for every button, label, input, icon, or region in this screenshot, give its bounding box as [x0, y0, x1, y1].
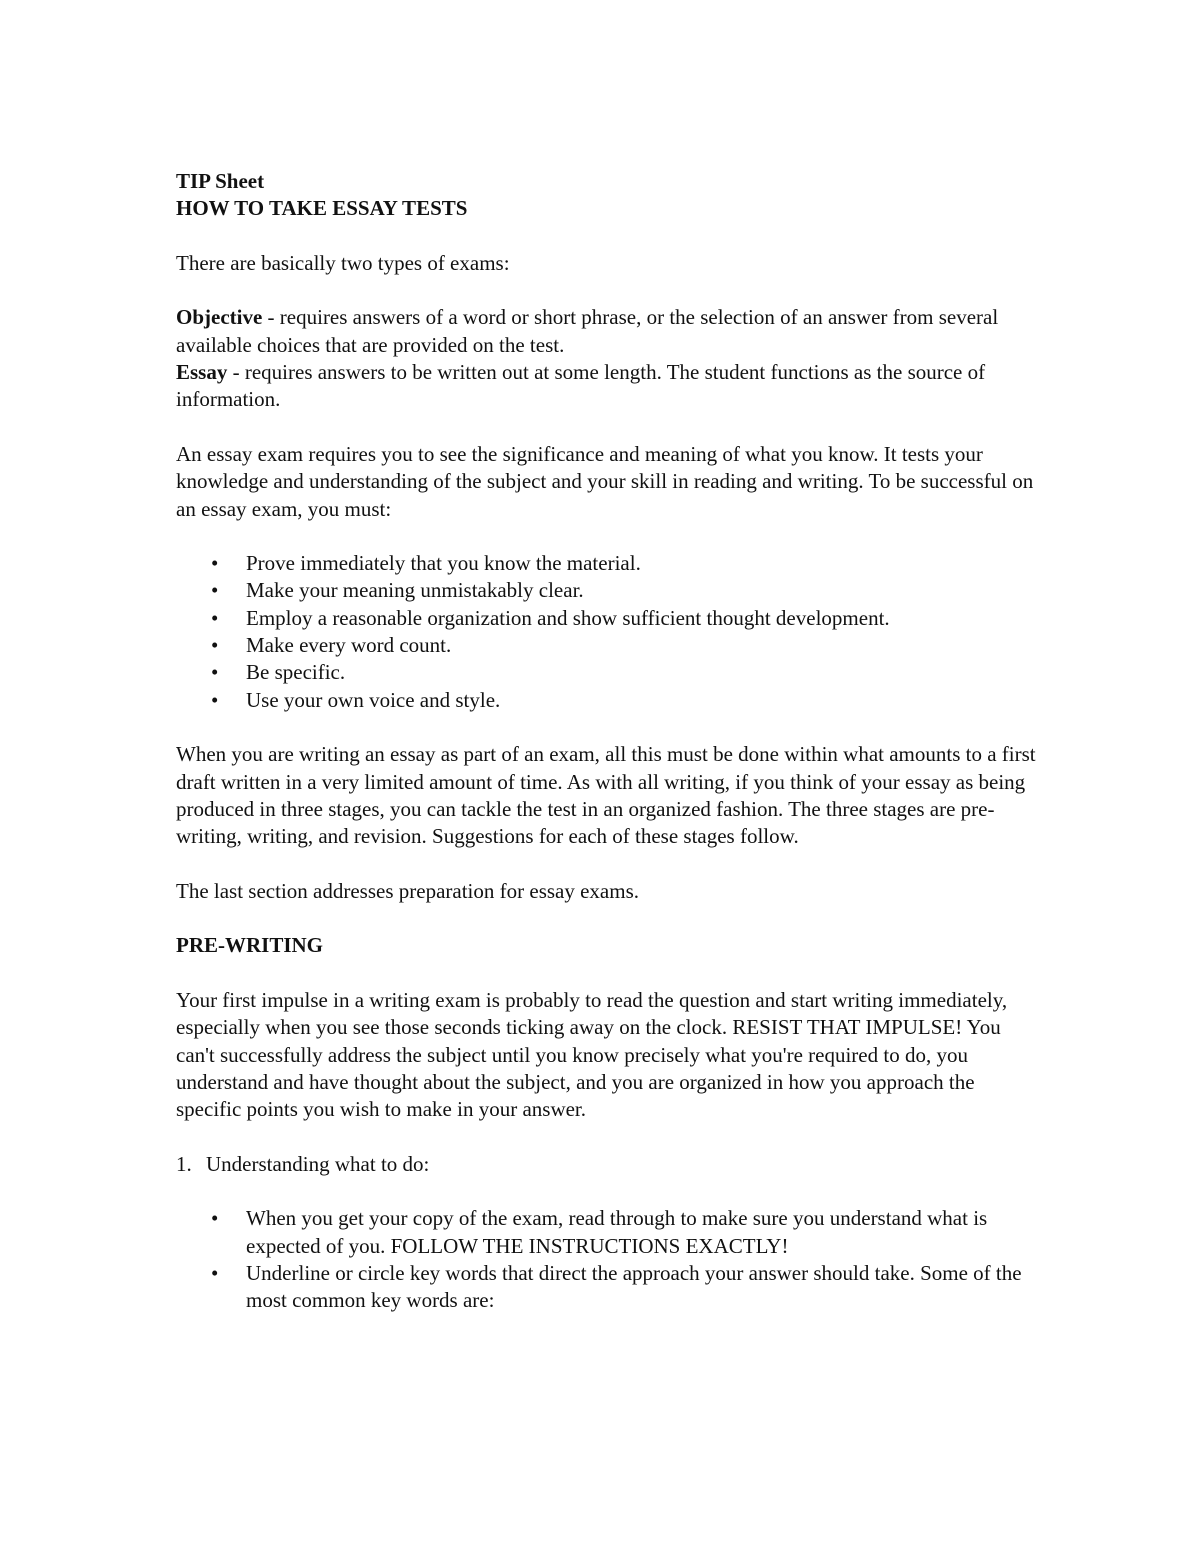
- bullet-icon: •: [211, 687, 219, 712]
- list-item: • Make every word count.: [176, 632, 1036, 659]
- prewriting-heading: PRE-WRITING: [176, 933, 324, 958]
- bullet-icon: •: [211, 660, 219, 685]
- writing-stages-paragraph: When you are writing an essay as part of an exam, all this must be done within what amounts to a first draft written in a very limited amount of time. As with all writing, if you think of your essay as being produced in three stages, you can tackle the test in an organized fashion. The three stages are pre-writing, writing, and revision. Suggestions for each of these stages follow.: [176, 742, 1036, 849]
- prewriting-paragraph: Your first impulse in a writing exam is probably to read the question and start writing immediately, especially when you see those seconds ticking away on the clock. RESIST THAT IMPULSE! You can't successfully address the subject until you know precisely what you're required to do, you understand and have thought about the subject, and you are organized in how you approach the specific points you wish to make in your answer.: [176, 987, 1008, 1122]
- bullet-icon: •: [211, 551, 219, 576]
- step-number: 1.: [176, 1151, 192, 1176]
- intro-paragraph: There are basically two types of exams:: [176, 250, 510, 275]
- list-item: • Prove immediately that you know the material.: [176, 550, 1036, 577]
- document-label: TIP Sheet: [176, 169, 265, 193]
- objective-definition: [176, 304, 1036, 359]
- essay-term: Essay: [176, 360, 228, 385]
- last-section-note: The last section addresses preparation for essay exams.: [176, 878, 640, 903]
- step-label: Understanding what to do:: [206, 1151, 430, 1176]
- numbered-step: [176, 1151, 1036, 1178]
- bullet-icon: •: [211, 1260, 219, 1285]
- list-item: • When you get your copy of the exam, read through to make sure you understand what is expected of you. FOLLOW THE INSTRUCTIONS EXACTLY!: [211, 1206, 988, 1258]
- objective-description: - requires answers of a word or short phrase, or the selection of an answer from several available choices that are provided on the test.: [176, 305, 999, 357]
- list-item: • Employ a reasonable organization and show sufficient thought development.: [176, 605, 1036, 632]
- objective-term: Objective: [176, 305, 263, 330]
- essay-exam-paragraph: An essay exam requires you to see the significance and meaning of what you know. It tests your knowledge and understanding of the subject and your skill in reading and writing. To be successful on an essay exam, you must:: [176, 441, 1034, 521]
- essay-definition: [176, 359, 1036, 414]
- list-item: • Use your own voice and style.: [176, 687, 1036, 714]
- document-title: HOW TO TAKE ESSAY TESTS: [176, 196, 468, 221]
- bullet-icon: •: [211, 605, 219, 630]
- list-item: • Underline or circle key words that direct the approach your answer should take. Some of the most common key words are:: [211, 1260, 1022, 1313]
- bullet-icon: •: [211, 1206, 219, 1231]
- essay-description: - requires answers to be written out at some length. The student functions as the source of information.: [176, 360, 986, 412]
- list-item: • Be specific.: [176, 659, 1036, 686]
- document-page: [176, 168, 1036, 1314]
- list-item: • Make your meaning unmistakably clear.: [176, 577, 1036, 604]
- requirements-list: [176, 550, 1036, 714]
- step-bullet-list: [176, 1205, 1036, 1314]
- bullet-icon: •: [211, 578, 219, 603]
- bullet-icon: •: [211, 633, 219, 658]
